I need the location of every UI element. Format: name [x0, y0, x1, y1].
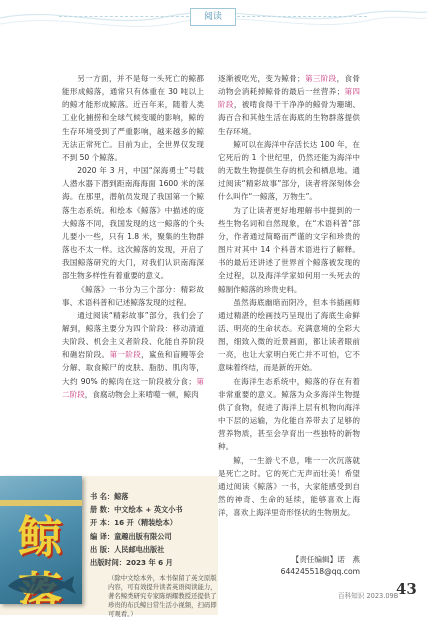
editor-email[interactable]: 644245518@qq.com: [280, 567, 360, 576]
left-column: [62, 72, 204, 401]
editor-credit: [222, 554, 360, 578]
info-row: 编 译：童趣出版有限公司: [90, 531, 172, 541]
right-column: [218, 72, 360, 519]
paragraph: 另一方面，并不是每一头死亡的鲸都能形成鲸落，通常只有体重在 30 吨以上的鲸才能形成鲸落。近百年来，随着人类工业化捕捞和全球气候变暖的影响，鲸的生存环境受到了严重影响，越来越多的鲸无法正常死亡。目前为止，全世界仅发现不到 50 个鲸落。: [62, 74, 204, 162]
magazine-footer: 百科知识 2023.09B: [338, 592, 399, 600]
book-cover-image: [0, 476, 82, 604]
paragraph: 在海洋生态系统中，鲸落的存在有着非常重要的意义。鲸落为众多海洋生物提供了食物，促进了海洋上层有机物向海洋中下层的运输，为化能自养带去了足够的营养物质，甚至会孕育出一些独特的新物种。: [218, 376, 360, 452]
text-run: ，食骨动物会消耗掉鲸骨的最后一丝营养；: [218, 74, 360, 97]
book-info: [90, 490, 183, 569]
paragraph: 为了让读者更好地理解书中提到的一些生物名词和自然现象，在“术语科普”部分，作者通过简略而严谨的文字和珍贵的图片对其中 14 个科普术语进行了解释。书的最后还讲述了世界首个鲸落被发现的全过程，以及海洋学家如何用一头死去的鲸制作鲸落的珍贵史料。: [218, 205, 360, 294]
paragraph: [62, 309, 204, 401]
paragraph: [218, 72, 360, 138]
cover-band: [0, 500, 82, 506]
text-run: ，鲨鱼和盲鳗等会分解、取食鲸尸的皮肤、脂肪、肌肉等，大约 90% 的鲸肉在这一阶段被分食；: [62, 350, 204, 386]
info-row: 出 版：人民邮电出版社: [90, 544, 165, 554]
text-run: ，食腐动物会上来啃噬一顿，鲸肉: [84, 389, 199, 399]
highlight-stage: 第二阶段: [62, 376, 204, 399]
text-run: 通过阅读“精彩故事”部分，我们会了解到，鲸落主要分为四个阶段：移动清道夫阶段、机会主义者阶段、化能自养阶段和礁岩阶段。: [62, 310, 204, 360]
page-number: 43: [396, 580, 417, 598]
info-row: 册 数：中文绘本 + 英文小书: [90, 505, 183, 515]
paragraph: 鲸，一生游弋不息，唯一一次沉落就是死亡之时。它的死亡无声而壮美！希望通过阅读《鲸落》一书，大家能感受到自然的神奇、生命的延续，能够喜欢上海洋，喜欢上海洋里奇形怪状的生物朋友。: [218, 455, 360, 518]
book-note: （除中文绘本外，本书保留了英文原版内容，可有效提升读者英语阅读能力，著名鲸类研究专家陈炳耀教授还提供了珍贵的布氏鲸日常生活小视频，扫码即可观看。）: [108, 574, 217, 618]
section-label: 阅读: [190, 8, 236, 26]
text-run: 逐渐被吃光，变为鲸骨；: [218, 74, 305, 83]
whale-icon: [4, 568, 78, 598]
editor-label: 【责任编辑】: [291, 555, 338, 564]
text-run: ，被啃食得干干净净的鲸骨为珊瑚、海百合和其他生活在海底的生物群落提供生存环境。: [218, 100, 360, 136]
paragraph: 《鲸落》一书分为三个部分：精彩故事、术语科普和记述鲸落发现的过程。: [62, 284, 204, 307]
editor-name: 诺 燕: [337, 555, 360, 564]
cover-title: 鲸: [18, 512, 62, 563]
info-row: 书 名：鲸落: [90, 492, 129, 501]
highlight-stage: 第四阶段: [218, 87, 360, 110]
info-row: 出版时间：2023 年 6 月: [90, 558, 173, 568]
paragraph: 2020 年 3 月，中国“深海勇士”号载人潜水器下潜到距南海海面 1600 米的深海。在那里，潜航员发现了我国第一个鲸落生态系统。和绘本《鲸落》中描述的庞大鲸落不同，我国发现的这一鲸落的个头儿要小一些，只有 1.8 米，聚集的生物群落也不太一样。这次鲸落的发现，开启了我国鲸落研究的大门，对我们认识南海深部生物多样性有着重要的意义。: [62, 166, 204, 281]
paragraph: 虽然海底幽暗而阴冷，但本书插画师通过精湛的绘画技巧呈现出了海底生命鲜活、明亮的生命状态。充满意境的全彩大图，细致入微的近景画面，都让读者眼前一亮，也让大家明白死亡并不可怕，它不意味着终结，而是新的开始。: [218, 297, 360, 373]
paragraph: 鲸可以在海洋中存活长达 100 年，在它死后的 1 个世纪里，仍然还能为海洋中的无数生物提供生存的机会和栖息地。通过阅读“精彩故事”部分，读者将深刻体会什么叫作“一鲸落，万物生”。: [218, 139, 360, 202]
info-row: 开 本：16 开（精装绘本）: [90, 518, 177, 528]
highlight-stage: 第三阶段: [304, 74, 337, 83]
highlight-stage: 第一阶段: [109, 350, 142, 360]
